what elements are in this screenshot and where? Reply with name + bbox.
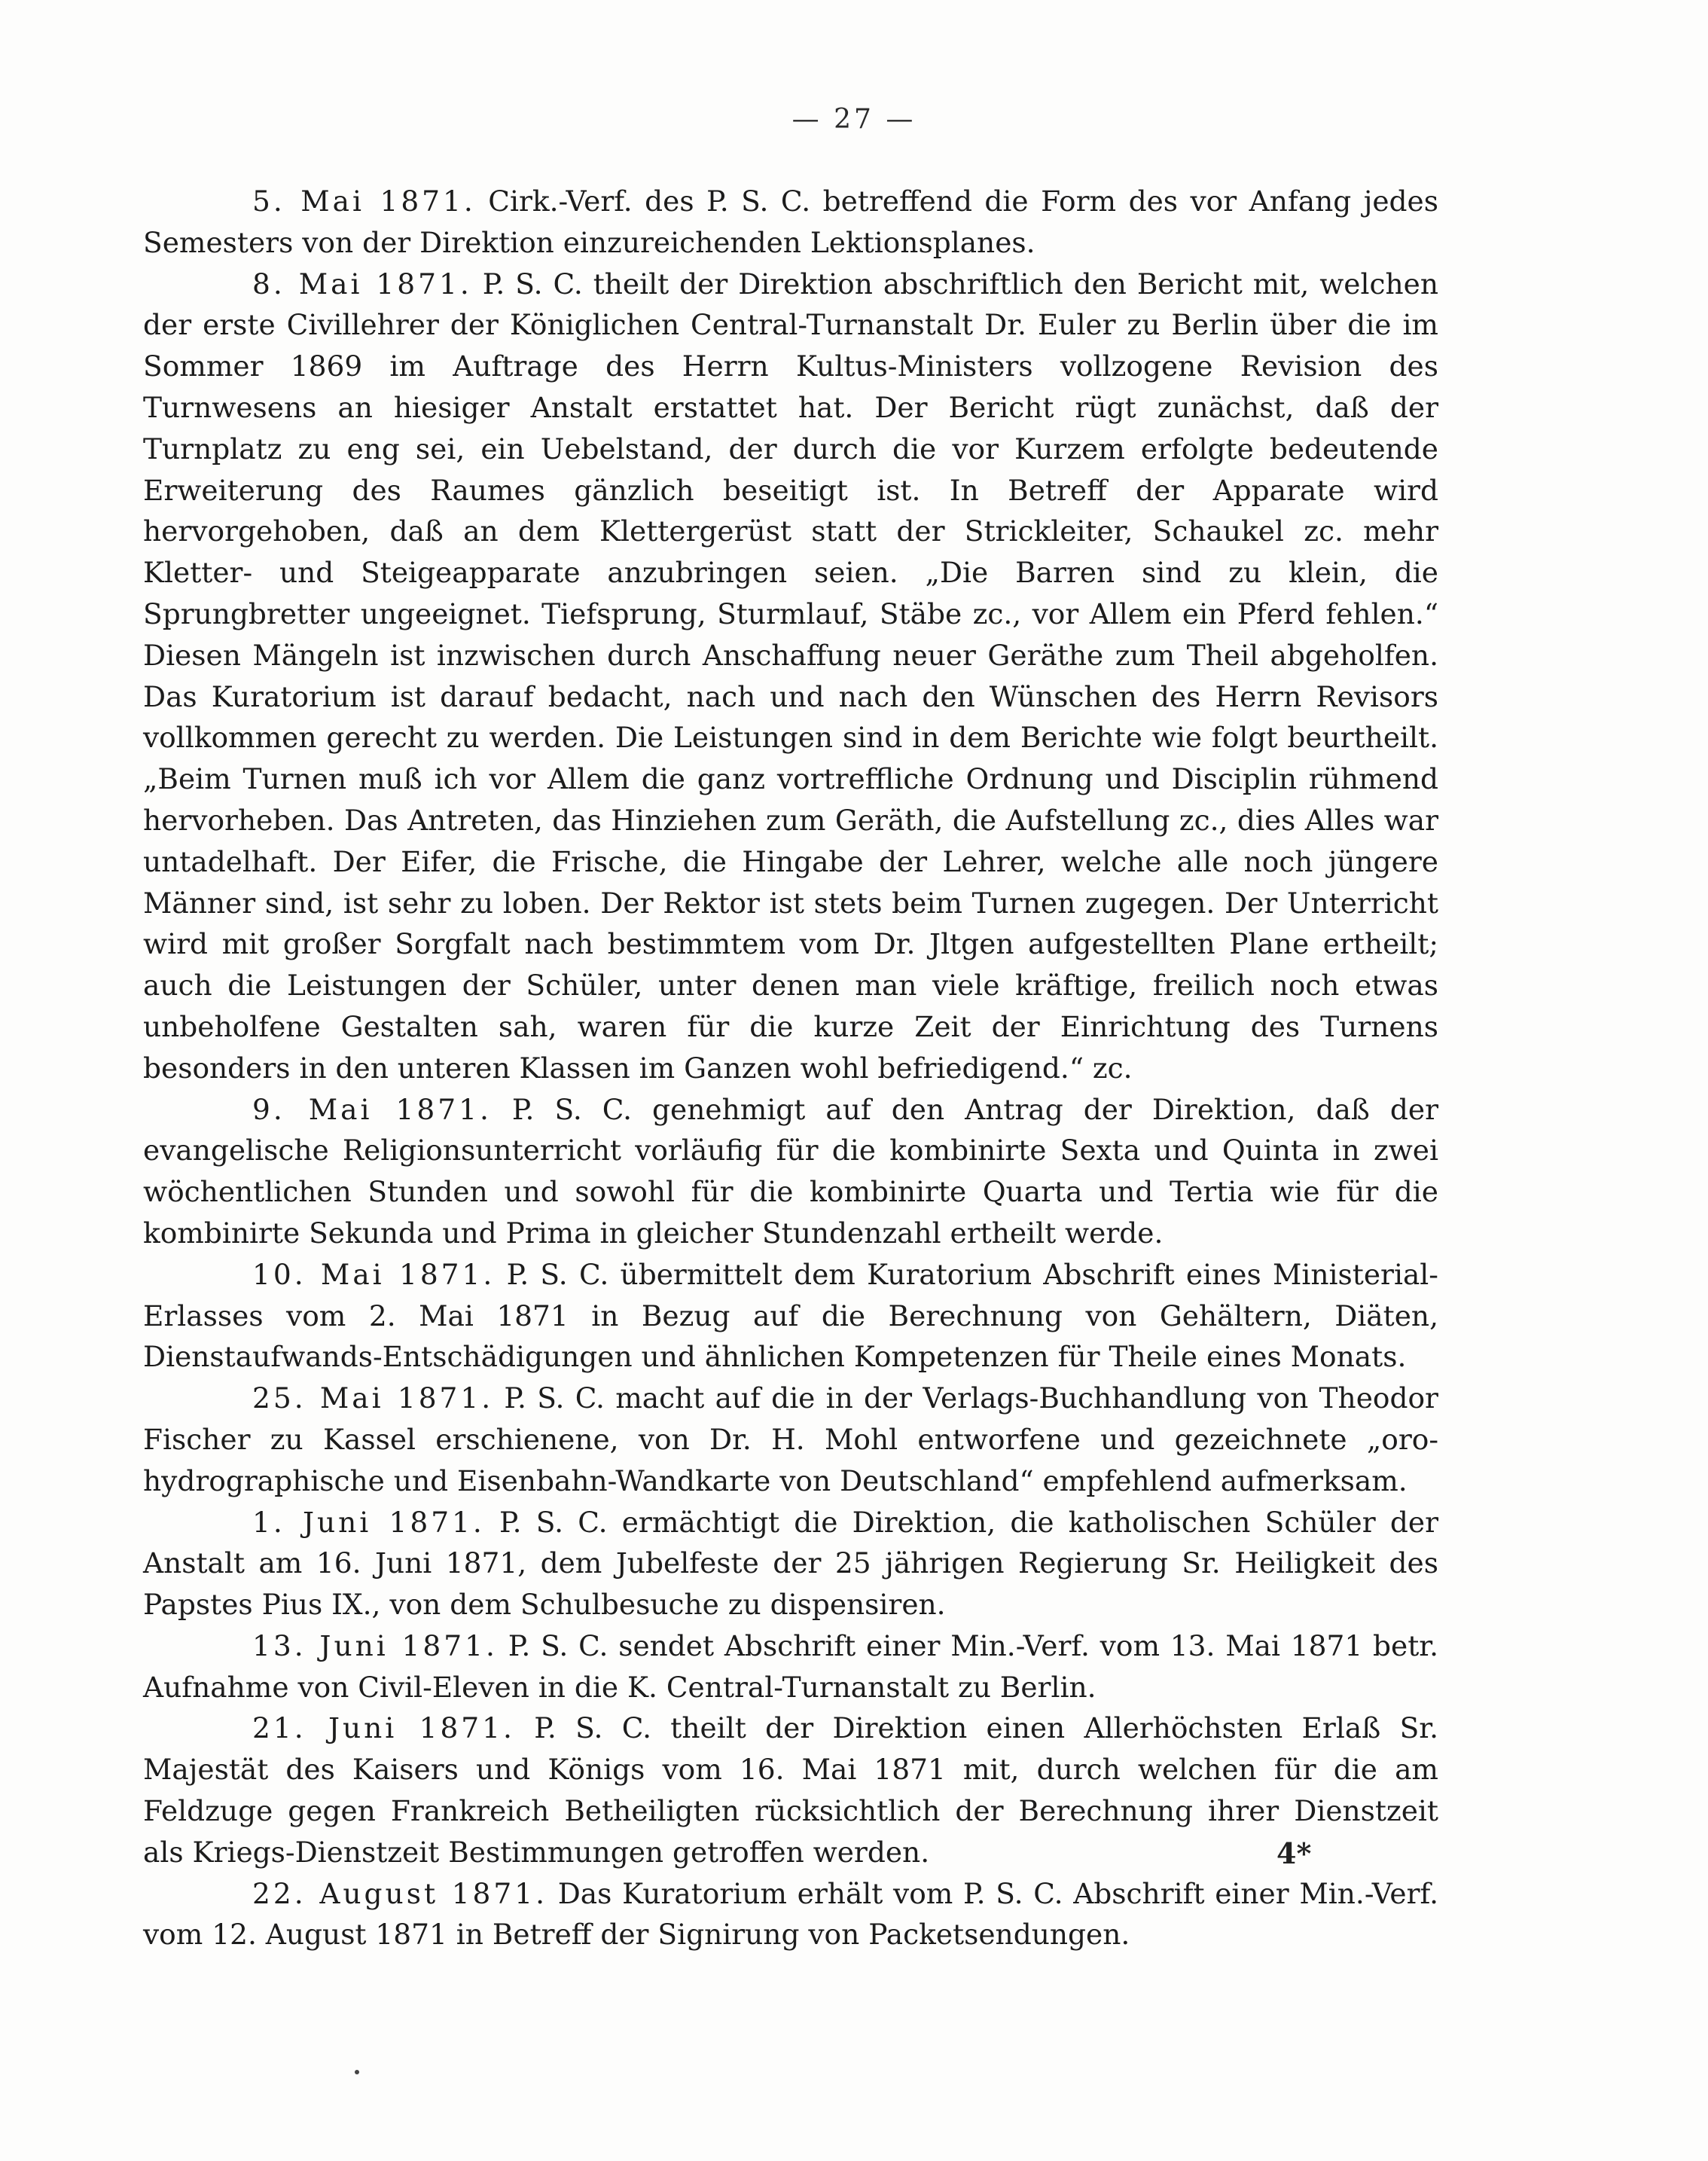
entry-date: 21. Juni 1871. — [252, 1711, 515, 1745]
page-number: — 27 — — [791, 104, 917, 135]
ink-speck — [355, 2070, 359, 2074]
paragraph-entry — [143, 1625, 1438, 1708]
entry-date: 5. Mai 1871. — [252, 185, 476, 218]
paragraph-entry — [143, 1378, 1438, 1501]
entry-date: 10. Mai 1871. — [252, 1257, 496, 1291]
entry-date: 22. August 1871. — [252, 1876, 548, 1910]
entry-text: P. S. C. genehmigt auf den Antrag der Direktion, daß der evangelische Religionsunterricht vorläufig für die kombinirte Sexta und Quinta in zwei wöchentlichen Stunden und sowohl für die kombinirte Quarta und Tertia wie für die kombinirte Sekunda und Prima in gleicher Stundenzahl ertheilt werde. — [143, 1092, 1438, 1250]
entry-text: P. S. C. theilt der Direktion einen Allerhöchsten Erlaß Sr. Majestät des Kaisers und Königs vom 16. Mai 1871 mit, durch welchen für die am Feldzuge gegen Frankreich Betheiligten rücksichtlich der Berechnung ihrer Dienstzeit als Kriegs-Dienstzeit Bestimmungen getroffen werden. — [143, 1711, 1438, 1869]
entry-date: 1. Juni 1871. — [252, 1505, 485, 1539]
entry-date: 25. Mai 1871. — [252, 1381, 494, 1415]
paragraph-entry — [143, 264, 1438, 1089]
body-text — [143, 181, 1438, 1955]
paragraph-entry — [143, 1873, 1438, 1956]
signature-mark: 4* — [1276, 1836, 1312, 1870]
entry-text: P. S. C. ermächtigt die Direktion, die katholischen Schüler der Anstalt am 16. Juni 1871, dem Jubelfeste der 25 jährigen Regierung Sr. Heiligkeit des Papstes Pius IX., von dem Schulbesuche zu dispensiren. — [143, 1505, 1438, 1622]
paragraph-entry — [143, 1502, 1438, 1625]
paragraph-entry — [143, 181, 1438, 264]
entry-date: 8. Mai 1871. — [252, 267, 472, 301]
paragraph-entry — [143, 1708, 1438, 1873]
entry-text: P. S. C. theilt der Direktion abschriftlich den Bericht mit, welchen der erste Civillehrer der Königlichen Central-Turnanstalt Dr. Euler zu Berlin über die im Sommer 1869 im Auftrage des Herrn Kultus-Ministers vollzogene Revision des Turnwesens an hiesiger Anstalt erstattet hat. Der Bericht rügt zunächst, daß der Turnplatz zu eng sei, ein Uebelstand, der durch die vor Kurzem erfolgte bedeutende Erweiterung des Raumes gänzlich beseitigt ist. In Betreff der Apparate wird hervorgehoben, daß an dem Klettergerüst statt der Strickleiter, Schaukel zc. mehr Kletter- und Steigeapparate anzubringen seien. „Die Barren sind zu klein, die Sprungbretter ungeeignet. Tiefsprung, Sturmlauf, Stäbe zc., vor Allem ein Pferd fehlen.“ Diesen Mängeln ist inzwischen durch Anschaffung neuer Geräthe zum Theil abgeholfen. Das Kuratorium ist darauf bedacht, nach und nach den Wünschen des Herrn Revisors vollkommen gerecht zu werden. Die Leistungen sind in dem Berichte wie folgt beurtheilt. „Beim Turnen muß ich vor Allem die ganz vortreffliche Ordnung und Disciplin rühmend hervorheben. Das Antreten, das Hinziehen zum Geräth, die Aufstellung zc., dies Alles war untadelhaft. Der Eifer, die Frische, die Hingabe der Lehrer, welche alle noch jüngere Männer sind, ist sehr zu loben. Der Rektor ist stets beim Turnen zugegen. Der Unterricht wird mit großer Sorgfalt nach bestimmtem vom Dr. Jltgen aufgestellten Plane ertheilt; auch die Leistungen der Schüler, unter denen man viele kräftige, freilich noch etwas unbeholfene Gestalten sah, waren für die kurze Zeit der Einrichtung des Turnens besonders in den unteren Klassen im Ganzen wohl befriedigend.“ zc. — [143, 267, 1438, 1085]
paragraph-entry — [143, 1254, 1438, 1378]
entry-date: 13. Juni 1871. — [252, 1628, 498, 1662]
entry-text: P. S. C. übermittelt dem Kuratorium Abschrift eines Ministerial-Erlasses vom 2. Mai 1871 in Bezug auf die Berechnung von Gehältern, Diäten, Dienstaufwands-Entschädigungen und ähnlichen Kompetenzen für Theile eines Monats. — [143, 1257, 1438, 1374]
paragraph-entry — [143, 1089, 1438, 1254]
entry-date: 9. Mai 1871. — [252, 1092, 492, 1126]
entry-text: Das Kuratorium erhält vom P. S. C. Abschrift einer Min.-Verf. vom 12. August 1871 in Betreff der Signirung von Packetsendungen. — [143, 1876, 1438, 1952]
entry-text: Cirk.-Verf. des P. S. C. betreffend die Form des vor Anfang jedes Semesters von der Direktion einzureichenden Lektionsplanes. — [143, 185, 1438, 259]
entry-text: P. S. C. sendet Abschrift einer Min.-Verf. vom 13. Mai 1871 betr. Aufnahme von Civil-Eleven in die K. Central-Turnanstalt zu Berlin. — [143, 1628, 1438, 1704]
entry-text: P. S. C. macht auf die in der Verlags-Buchhandlung von Theodor Fischer zu Kassel erschienene, von Dr. H. Mohl entworfene und gezeichnete „oro-hydrographische und Eisenbahn-Wandkarte von Deutschland“ empfehlend aufmerksam. — [143, 1381, 1438, 1497]
